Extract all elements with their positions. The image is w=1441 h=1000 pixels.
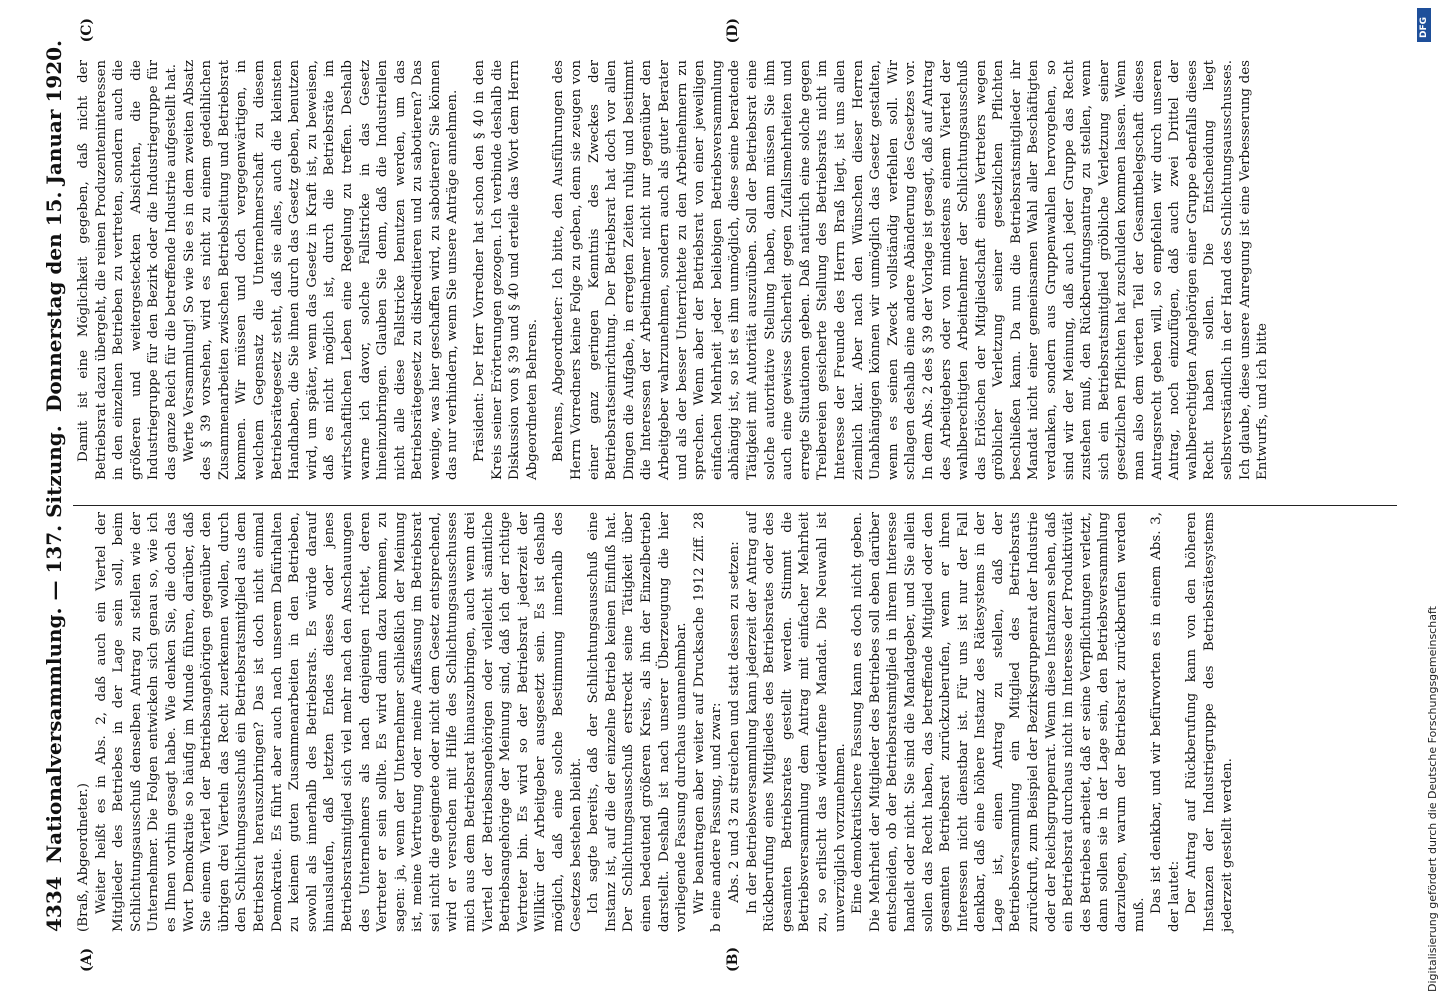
- president-statement: Präsident: Der Herr Vorredner hat schon den § 40 in den Kreis seiner Erörterungen gezogen. Ich verbinde deshalb die Diskussion von § 39 und § 40 und erteile das Wort dem Herrn Abgeordneten Behrens.: [472, 60, 540, 480]
- assembly-name: Nationalversammlung.: [42, 607, 66, 864]
- session-number: — 137. Sitzung.: [42, 425, 66, 601]
- margin-mark-d: (D): [725, 18, 741, 44]
- left-column: [75, 512, 1397, 932]
- motion-text: In der Betriebsversammlung kann jederzeit der Antrag auf Rückberufung eines Mitgliedes des Betriebsrates oder des gesamten Betriebsrates gestellt werden. Stimmt die Betriebsversammlung dem Antrag mit einfacher Mehrheit zu, so erlischt das widerrufene Mandat. Die Neuwahl ist unverzüglich vorzunehmen.: [744, 512, 848, 932]
- column-divider: [73, 505, 1397, 506]
- paragraph: Werte Versammlung! So wie Sie es in dem zweiten Absatz des § 39 vorsehen, wird es nicht zu einem gedeihlichen Zusammenarbeiten zwischen Betriebsleitung und Betriebsrat kommen. Wir müssen und doch vergegenwärtigen, in welchem Gegensatz die Unternehmerschaft zu diesem Betriebsrätegesetz steht, daß sie alles, auch die kleinsten Handhaben, die Sie ihnen durch das Gesetz geben, benutzen wird, um später, wenn das Gesetz in Kraft ist, zu beweisen, daß es nicht möglich ist, durch die Betriebsräte im wirtschaftlichen Leben eine Regelung zu treffen. Deshalb warne ich davor, solche Fallstricke in das Gesetz hineinzubringen. Glauben Sie denn, daß die Industriellen nicht alle diese Fallstricke benutzen werden, um das Betriebsrätegesetz zu diskreditieren und zu sabotieren? Das wenige, was hier geschaffen wird, zu sabotieren? Sie können das nur verhindern, wenn Sie unsere Anträge annehmen.: [181, 60, 461, 480]
- right-column: [75, 60, 1397, 480]
- paragraph: Das ist denkbar, und wir befürworten es in einem Abs. 3, der lautet:: [1149, 512, 1182, 932]
- margin-mark-b: (B): [725, 946, 741, 972]
- digitization-credit: [1417, 8, 1439, 992]
- paragraph: Weiter heißt es in Abs. 2, daß auch ein Viertel der Mitglieder des Betriebes in der Lage sein soll, beim Schlichtungsausschuß denselben Antrag zu stellen wie der Unternehmer. Die Folgen entwickeln sich genau so, wie ich es Ihnen vorhin gesagt habe. Wie denken Sie, die doch das Wort Demokratie so häufig im Munde führen, darüber, daß Sie einem Viertel der Betriebsangehörigen gegenüber den übrigen drei Vierteln das Recht zuerkennen wollen, durch den Schlichtungsausschuß ein Betriebsratsmitglied aus dem Betriebsrat herauszubringen? Das ist doch nicht einmal Demokratie. Es führt aber auch nach unserem Dafürhalten zu keinem guten Zusammenarbeiten in den Betrieben, sowohl als innerhalb des Betriebsrats. Es würde darauf hinauslaufen, daß letzten Endes dieses oder jenes Betriebsratsmitglied sich viel mehr nach den Anschauungen des Unternehmers als nach denjenigen richtet, deren Vertreter er sein sollte. Es wird dann dazu kommen, zu sagen: ja, wenn der Unternehmer schließlich der Meinung ist, meine Vertretung oder meine Auffassung im Betriebsrat sei nicht die geeignete oder nicht dem Gesetz entsprechend, wird er versuchen mit Hilfe des Schlichtungsausschusses mich aus dem Betriebsrat hinauszubringen, auch wenn drei Viertel der Betriebsangehörigen oder vielleicht sämtliche Betriebsangehörige der Meinung sind, daß ich der richtige Vertreter bin. Es wird so der Betriebsrat jederzeit der Willkür der Arbeitgeber ausgesetzt sein. Es ist deshalb möglich, daß eine solche Bestimmung innerhalb des Gesetzes bestehen bleibt.: [93, 512, 584, 932]
- paragraph: Wir beantragen aber weiter auf Drucksache 1912 Ziff. 28 b eine andere Fassung, und zwar:: [691, 512, 725, 932]
- digitization-credit-text: Digitalisierung gefördert durch die Deutsche Forschungsgemeinschaft: [1426, 606, 1439, 992]
- motion-text: Der Antrag auf Rückberufung kann von den höheren Instanzen der Industriegruppe des Betriebsrätesystems jederzeit gestellt werden.: [1184, 512, 1235, 932]
- speaker-attribution: (Braß, Abgeordneter.): [76, 783, 91, 932]
- page-number: 4334: [42, 876, 66, 932]
- dfg-logo-text: DFG: [1419, 16, 1429, 38]
- running-head: [39, 40, 69, 932]
- paragraph: Eine demokratischere Fassung kann es doch nicht geben. Die Mehrheit der Mitglieder des Betriebes soll eben darüber entscheiden, ob der Betriebsratsmitglied in ihrem Interesse handelt oder nicht. Sie sind die Mandatgeber, und Sie allein sollen das Recht haben, das betreffende Mitglied oder den gesamten Betriebsrat zurückzuberufen, wenn er ihren Interessen nicht dienstbar ist. Für uns ist nur der Fall denkbar, daß eine höhere Instanz des Rätesystems in der Lage ist, einen Antrag zu stellen, daß der Betriebsversammlung ein Mitglied des Betriebsrats zurückruft, zum Beispiel der Bezirksgruppenrat der Industrie oder der Reichsgruppenrat. Wenn diese Instanzen sehen, daß ein Betriebsrat durchaus nicht im Interesse der Produktivität des Betriebes arbeitet, daß er seine Verpflichtungen verletzt, dann sollen sie in der Lage sein, den Betriebsversammlung darzulegen, warum der Betriebsrat zurückberufen werden muß.: [850, 512, 1147, 932]
- motion-heading: Abs. 2 und 3 zu streichen und statt dessen zu setzen:: [726, 541, 742, 903]
- scanned-page: [27, 20, 1407, 980]
- paragraph: Ich sagte bereits, daß der Schlichtungsausschuß eine Instanz ist, auf die der einzelne Betrieb keinen Einfluß hat. Der Schlichtungsausschuß erstreckt seine Tätigkeit über einen bedeutend größeren Kreis, als ihn der Einzelbetrieb darstellt. Deshalb ist nach unserer Überzeugung die hier vorliegende Fassung durchaus unannehmbar.: [586, 512, 690, 932]
- margin-mark-a: (A): [79, 947, 95, 972]
- session-date: Donnerstag den 15. Januar 1920.: [42, 40, 66, 412]
- margin-mark-c: (C): [79, 18, 95, 43]
- behrens-statement: Behrens, Abgeordneter: Ich bitte, den Ausführungen des Herrn Vorredners keine Folge zu geben, denn sie zeugen von einer ganz geringen Kenntnis des Zweckes der Betriebsratseinrichtung. Der Betriebsrat hat doch vor allen Dingen die Aufgabe, in erregten Zeiten ruhig und bestimmt die Interessen der Arbeitnehmer nicht nur gegenüber den Arbeitgeber wahrzunehmen, sondern auch als guter Berater und als der besser Unterrichtete zu den Arbeitnehmern zu sprechen. Wenn aber der Betriebsrat von einer jeweiligen einfachen Mehrheit jeder beliebigen Betriebsversammlung abhängig ist, so ist es ihm unmöglich, diese seine beratende Tätigkeit mit Autorität auszuüben. Soll der Betriebsrat eine solche autoritative Stellung haben, dann müssen Sie ihm auch eine gewisse Sicherheit gegen Zufallsmehrheiten und erregte Situationen geben. Daß natürlich eine solche gegen Treibereien gesicherte Stellung des Betriebsrats nicht im Interesse der Freunde des Herrn Braß liegt, ist uns allen ziemlich klar. Aber nach den Wünschen dieser Herren Unabhängigen können wir unmöglich das Gesetz gestalten, wenn es seinen Zweck vollständig verfehlen soll. Wir schlagen deshalb eine andere Abänderung des Gesetzes vor. In dem Abs. 2 des § 39 der Vorlage ist gesagt, daß auf Antrag des Arbeitgebers oder von mindestens einem Viertel der wahlberechtigten Arbeitnehmer der Schlichtungsausschuß das Erlöschen der Mitgliedschaft eines Vertreters wegen gröblicher Verletzung seiner gesetzlichen Pflichten beschließen kann. Da nun die Betriebsratsmitglieder ihr Mandat nicht einer gemeinsamen Wahl aller Beschäftigten verdanken, sondern aus Gruppenwahlen hervorgehen, so sind wir der Meinung, daß auch jeder Gruppe das Recht zustehen muß, den Rückberufungsantrag zu stellen, wenn sich ein Betriebsratsmitglied gröbliche Verletzung seiner gesetzlichen Pflichten hat zuschulden kommen lassen. Wenn man also dem vierten Teil der Gesamtbelegschaft dieses Antragsrecht geben will, so empfehlen wir durch unseren Antrag, noch einzufügen, daß auch zwei Drittel der wahlberechtigten Angehörigen einer Gruppe ebenfalls dieses Recht haben sollen. Die Entscheidung liegt selbstverständlich in der Hand des Schlichtungsausschusses. Ich glaube, diese unsere Anregung ist eine Verbesserung des Entwurfs, und ich bitte: [551, 60, 1271, 480]
- running-title: [42, 425, 66, 863]
- paragraph: Damit ist eine Möglichkeit gegeben, daß nicht der Betriebsrat dazu übergeht, die reinen Produzenteninteressen in den einzelnen Betrieben zu vertreten, sondern auch die größeren und weitergesteckten Absichten, die die Industriegruppe für den Bezirk oder die Industriegruppe für das ganze Reich für die betreffende Industrie aufgestellt hat.: [76, 60, 179, 480]
